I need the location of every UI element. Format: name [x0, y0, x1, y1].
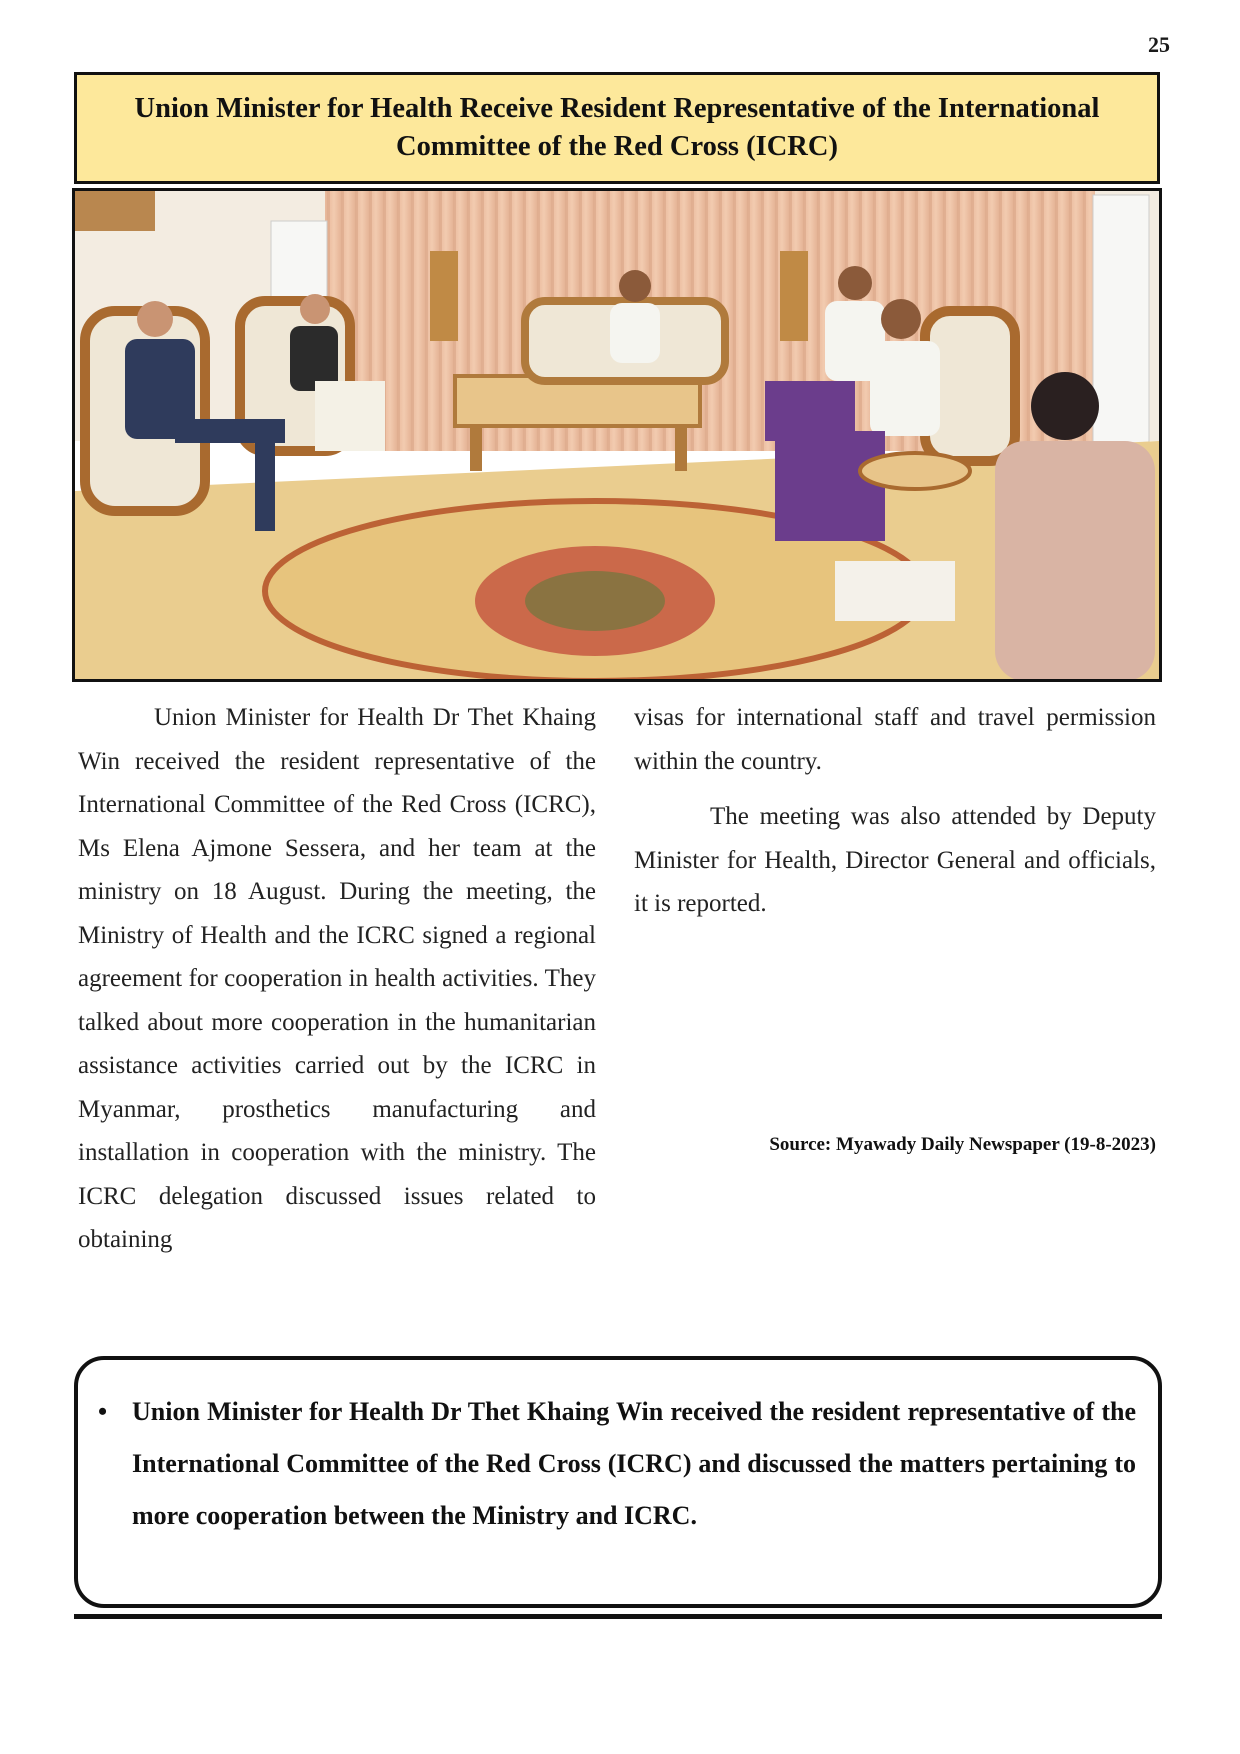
meeting-photo: [72, 188, 1162, 682]
article-paragraph-2: The meeting was also attended by Deputy Minister for Health, Director General and officials, it is reported.: [634, 803, 1156, 917]
source-citation: Source: Myawady Daily Newspaper (19-8-2023): [769, 1134, 1156, 1155]
title-banner: [74, 72, 1160, 184]
bullet-icon: •: [98, 1397, 108, 1426]
bottom-divider: [74, 1614, 1162, 1619]
article-title: Union Minister for Health Receive Resident Representative of the International Committee of the Red Cross (ICRC): [134, 93, 1100, 162]
summary-box: [74, 1356, 1162, 1608]
summary-text: Union Minister for Health Dr Thet Khaing Win received the resident representative of the International Committee of the Red Cross (ICRC) and discussed the matters pertaining to more cooperation between the Ministry and ICRC.: [132, 1397, 1136, 1530]
meeting-photo-illustration: [75, 191, 1159, 679]
article-paragraph-1-continued: visas for international staff and travel permission within the country.: [634, 704, 1156, 775]
summary-list: [98, 1386, 1136, 1542]
page-number: 25: [1148, 32, 1170, 57]
summary-item: [98, 1386, 1136, 1542]
article-column-left: [78, 696, 596, 1262]
article-column-right: [634, 696, 1156, 926]
article-paragraph-1: Union Minister for Health Dr Thet Khaing Win received the resident representative of the International Committee of the Red Cross (ICRC), Ms Elena Ajmone Sessera, and her team at the ministry on 18 August. During the meeting, the Ministry of Health and the ICRC signed a regional agreement for cooperation in health activities. They talked about more cooperation in the humanitarian assistance activities carried out by the ICRC in Myanmar, prosthetics manufacturing and installation in cooperation with the ministry. The ICRC delegation discussed issues related to obtaining: [78, 704, 596, 1253]
